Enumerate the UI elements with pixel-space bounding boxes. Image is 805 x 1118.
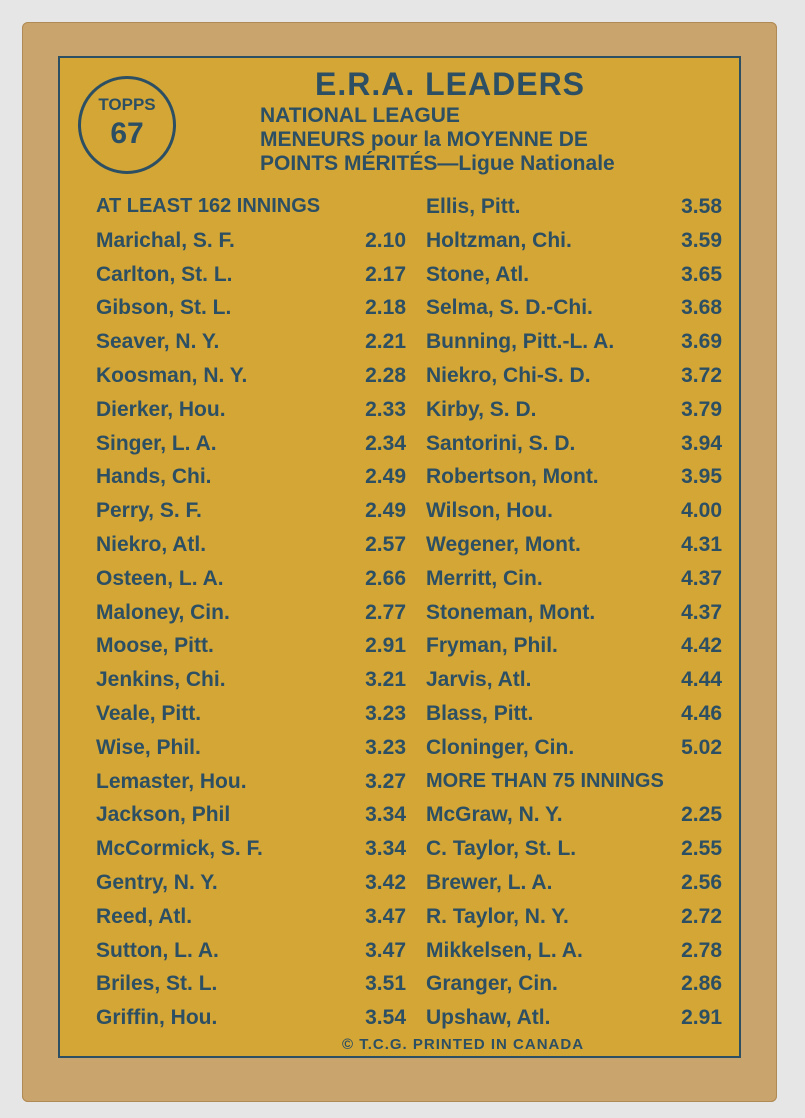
era-value: 2.78	[681, 938, 722, 962]
era-value: 3.95	[681, 465, 722, 489]
pitcher-name: Koosman, N. Y.	[96, 363, 248, 387]
era-value: 3.69	[681, 330, 722, 354]
pitcher-name: Blass, Pitt.	[426, 701, 534, 725]
era-value: 2.28	[365, 363, 406, 387]
french-subtitle-line-2: POINTS MÉRITÉS—Ligue Nationale	[260, 152, 615, 175]
leader-row	[426, 934, 722, 968]
section-heading-text: MORE THAN 75 INNINGS	[426, 769, 664, 792]
era-value: 3.47	[365, 938, 406, 962]
pitcher-name: Brewer, L. A.	[426, 870, 553, 894]
leader-row	[426, 393, 722, 427]
pitcher-name: Moose, Pitt.	[96, 634, 214, 658]
pitcher-name: Reed, Atl.	[96, 904, 193, 928]
leader-row	[426, 832, 722, 866]
pitcher-name: Stone, Atl.	[426, 262, 530, 286]
leader-row	[426, 291, 722, 325]
leader-row	[426, 258, 722, 292]
french-subtitle-line-1: MENEURS pour la MOYENNE DE	[260, 128, 588, 151]
leader-row	[426, 798, 722, 832]
section-heading-text: AT LEAST 162 INNINGS	[96, 195, 321, 217]
era-value: 3.21	[365, 668, 406, 692]
era-value: 3.47	[365, 904, 406, 928]
era-value: 2.56	[681, 870, 722, 894]
era-value: 2.77	[365, 600, 406, 624]
leader-row	[426, 731, 722, 765]
pitcher-name: Griffin, Hou.	[96, 1006, 218, 1030]
leader-row	[96, 765, 406, 799]
era-value: 2.55	[681, 837, 722, 861]
pitcher-name: Granger, Cin.	[426, 972, 558, 996]
era-value: 4.31	[681, 532, 722, 556]
leader-row	[96, 934, 406, 968]
leader-row	[96, 967, 406, 1001]
era-value: 2.66	[365, 566, 406, 590]
pitcher-name: Jenkins, Chi.	[96, 668, 226, 692]
pitcher-name: Selma, S. D.-Chi.	[426, 296, 593, 320]
pitcher-name: C. Taylor, St. L.	[426, 837, 577, 861]
pitcher-name: Wilson, Hou.	[426, 499, 553, 523]
era-value: 3.42	[365, 870, 406, 894]
era-value: 3.65	[681, 262, 722, 286]
leader-row	[96, 731, 406, 765]
league-subtitle: NATIONAL LEAGUE	[260, 104, 460, 127]
leader-row	[426, 663, 722, 697]
pitcher-name: Merritt, Cin.	[426, 566, 543, 590]
leader-row	[426, 697, 722, 731]
pitcher-name: Wise, Phil.	[96, 735, 201, 759]
pitcher-name: Veale, Pitt.	[96, 701, 202, 725]
leader-row	[96, 393, 406, 427]
leader-row	[426, 427, 722, 461]
leader-row	[96, 460, 406, 494]
leader-row	[426, 866, 722, 900]
leader-row	[96, 697, 406, 731]
leader-row	[96, 224, 406, 258]
pitcher-name: Perry, S. F.	[96, 499, 202, 523]
pitcher-name: Carlton, St. L.	[96, 262, 233, 286]
leader-row	[426, 967, 722, 1001]
pitcher-name: Seaver, N. Y.	[96, 330, 220, 354]
copyright-footer: © T.C.G. PRINTED IN CANADA	[342, 1036, 585, 1053]
leader-row	[426, 460, 722, 494]
badge-brand: TOPPS	[98, 95, 156, 114]
era-value: 4.42	[681, 634, 722, 658]
era-value: 2.33	[365, 397, 406, 421]
era-value: 2.21	[365, 330, 406, 354]
era-value: 3.23	[365, 735, 406, 759]
leader-row	[96, 629, 406, 663]
pitcher-name: Sutton, L. A.	[96, 938, 219, 962]
pitcher-name: Niekro, Chi-S. D.	[426, 363, 591, 387]
right-column	[426, 190, 722, 1035]
era-value: 3.59	[681, 228, 722, 252]
pitcher-name: Gentry, N. Y.	[96, 870, 218, 894]
baseball-card-back	[22, 22, 777, 1102]
pitcher-name: Fryman, Phil.	[426, 634, 558, 658]
pitcher-name: Upshaw, Atl.	[426, 1006, 551, 1030]
leader-row	[96, 663, 406, 697]
pitcher-name: Gibson, St. L.	[96, 296, 232, 320]
leader-row	[96, 900, 406, 934]
leader-row	[96, 596, 406, 630]
leader-row	[426, 190, 722, 224]
era-value: 2.17	[365, 262, 406, 286]
leader-row	[96, 1001, 406, 1035]
leader-row	[96, 494, 406, 528]
era-value: 2.18	[365, 296, 406, 320]
leader-row	[96, 359, 406, 393]
section-heading	[96, 190, 406, 224]
card-title: E.R.A. LEADERS	[314, 66, 586, 102]
leader-row	[96, 798, 406, 832]
badge-number: 67	[110, 117, 144, 150]
pitcher-name: Osteen, L. A.	[96, 566, 224, 590]
pitcher-name: Robertson, Mont.	[426, 465, 599, 489]
era-value: 4.44	[681, 668, 722, 692]
leader-row	[426, 359, 722, 393]
pitcher-name: Niekro, Atl.	[96, 532, 207, 556]
pitcher-name: Jackson, Phil	[96, 803, 231, 827]
era-value: 2.25	[681, 803, 722, 827]
era-value: 3.51	[365, 972, 406, 996]
leader-row	[426, 494, 722, 528]
pitcher-name: Mikkelsen, L. A.	[426, 938, 583, 962]
era-value: 2.86	[681, 972, 722, 996]
leader-row	[426, 1001, 722, 1035]
pitcher-name: McGraw, N. Y.	[426, 803, 563, 827]
leader-row	[426, 596, 722, 630]
pitcher-name: McCormick, S. F.	[96, 837, 263, 861]
era-value: 2.49	[365, 499, 406, 523]
era-value: 2.91	[365, 634, 406, 658]
card-number-badge	[78, 76, 176, 174]
leader-row	[426, 528, 722, 562]
era-value: 5.02	[681, 735, 722, 759]
pitcher-name: Ellis, Pitt.	[426, 195, 521, 218]
pitcher-name: Holtzman, Chi.	[426, 228, 572, 252]
era-value: 3.79	[681, 397, 722, 421]
pitcher-name: Bunning, Pitt.-L. A.	[426, 330, 615, 354]
pitcher-name: Jarvis, Atl.	[426, 668, 532, 692]
era-value: 2.72	[681, 904, 722, 928]
pitcher-name: Maloney, Cin.	[96, 600, 230, 624]
pitcher-name: Hands, Chi.	[96, 465, 212, 489]
leader-row	[426, 562, 722, 596]
leader-row	[96, 427, 406, 461]
pitcher-name: Cloninger, Cin.	[426, 735, 575, 759]
leader-row	[426, 224, 722, 258]
pitcher-name: Dierker, Hou.	[96, 397, 226, 421]
card-panel	[58, 56, 741, 1058]
era-value: 3.94	[681, 431, 722, 455]
era-value: 2.57	[365, 532, 406, 556]
pitcher-name: Wegener, Mont.	[426, 532, 581, 556]
era-value: 3.58	[681, 195, 722, 218]
pitcher-name: Lemaster, Hou.	[96, 769, 247, 793]
leader-row	[96, 866, 406, 900]
leader-row	[426, 900, 722, 934]
era-value: 4.37	[681, 566, 722, 590]
leader-row	[426, 325, 722, 359]
era-value: 3.34	[365, 837, 406, 861]
era-value: 4.37	[681, 600, 722, 624]
leader-row	[96, 528, 406, 562]
era-value: 3.72	[681, 363, 722, 387]
era-value: 3.27	[365, 769, 406, 793]
leader-row	[96, 291, 406, 325]
era-value: 2.91	[681, 1006, 722, 1030]
era-value: 3.23	[365, 701, 406, 725]
pitcher-name: Santorini, S. D.	[426, 431, 576, 455]
pitcher-name: Kirby, S. D.	[426, 397, 537, 421]
pitcher-name: Stoneman, Mont.	[426, 600, 596, 624]
era-value: 2.49	[365, 465, 406, 489]
leader-row	[96, 325, 406, 359]
era-value: 4.46	[681, 701, 722, 725]
era-value: 3.68	[681, 296, 722, 320]
era-value: 4.00	[681, 499, 722, 523]
leader-row	[96, 832, 406, 866]
era-value: 2.34	[365, 431, 406, 455]
era-value: 3.54	[365, 1006, 406, 1030]
leader-row	[96, 562, 406, 596]
pitcher-name: R. Taylor, N. Y.	[426, 904, 569, 928]
pitcher-name: Singer, L. A.	[96, 431, 217, 455]
era-value: 3.34	[365, 803, 406, 827]
era-value: 2.10	[365, 228, 406, 252]
leader-row	[96, 258, 406, 292]
pitcher-name: Marichal, S. F.	[96, 228, 235, 252]
section-heading	[426, 765, 722, 799]
pitcher-name: Briles, St. L.	[96, 972, 218, 996]
left-column	[96, 190, 406, 1035]
leader-row	[426, 629, 722, 663]
